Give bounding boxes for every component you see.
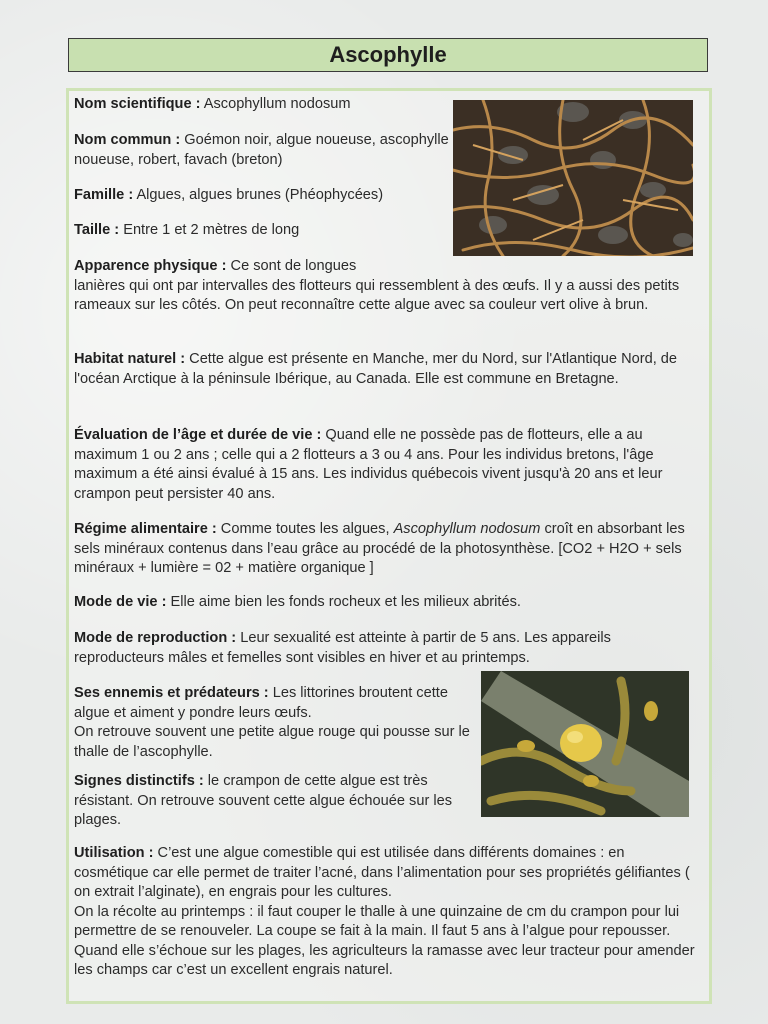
section-mode-vie bbox=[74, 593, 699, 613]
section-taille bbox=[74, 221, 449, 241]
text-habitat: Cette algue est présente en Manche, mer du Nord, sur l'Atlantique Nord, de l'océan Arctique à la péninsule Ibérique, au Canada. Elle est commune en Bretagne. bbox=[74, 351, 678, 387]
text-mode-vie: Elle aime bien les fonds rocheux et les milieux abrités. bbox=[166, 594, 521, 610]
section-nom-commun bbox=[74, 131, 449, 170]
text-reproduction: Leur sexualité est atteinte à partir de 5 ans. Les appareils reproducteurs mâles et femelles sont visibles en hiver et au printemps. bbox=[74, 630, 611, 666]
text-regime-after: croît en absorbant les sels minéraux contenus dans l’eau grâce au procédé de la photosynthèse. [CO2 + H2O + sels minéraux + lumière = 02 + matière organique ] bbox=[74, 521, 685, 576]
seaweed-photo bbox=[453, 100, 693, 256]
text-utilisation-2: On la récolte au printemps : il faut couper le thalle à une quinzaine de cm du crampon pour lui permettre de se renouveler. La coupe se fait à la main. Il faut 5 ans à l’algue pour repousser. bbox=[74, 903, 680, 939]
text-ennemis-2: On retrouve souvent une petite algue rouge qui pousse sur le thalle de l’ascophylle. bbox=[74, 724, 470, 760]
label-nom-scientifique: Nom scientifique : bbox=[74, 96, 201, 112]
label-evaluation: Évaluation de l’âge et durée de vie : bbox=[74, 427, 322, 443]
section-habitat bbox=[74, 350, 699, 389]
text-evaluation: Quand elle ne possède pas de flotteurs, elle a au maximum 1 ou 2 ans ; celle qui a 2 flotteurs a 3 ou 4 ans. Pour les individus bretons, l'âge maximum a été ainsi évalué à 15 ans. Les individus québecois vivent jusqu'à 20 ans et leur crampon peut persister 40 ans. bbox=[74, 427, 663, 502]
label-nom-commun: Nom commun : bbox=[74, 132, 181, 148]
littorine-photo bbox=[481, 671, 689, 817]
label-reproduction: Mode de reproduction : bbox=[74, 630, 237, 646]
text-regime-italic: Ascophyllum nodosum bbox=[393, 521, 541, 537]
text-apparence-1: Ce sont de longues bbox=[226, 258, 357, 274]
label-regime: Régime alimentaire : bbox=[74, 521, 217, 537]
text-nom-scientifique: Ascophyllum nodosum bbox=[200, 96, 351, 112]
section-signes bbox=[74, 772, 476, 831]
label-signes: Signes distinctifs : bbox=[74, 773, 204, 789]
page-title-bar bbox=[68, 38, 708, 72]
section-utilisation bbox=[74, 844, 699, 981]
text-famille: Algues, algues brunes (Phéophycées) bbox=[133, 187, 384, 203]
label-utilisation: Utilisation : bbox=[74, 845, 154, 861]
section-evaluation bbox=[74, 426, 699, 504]
text-taille: Entre 1 et 2 mètres de long bbox=[119, 222, 300, 238]
label-taille: Taille : bbox=[74, 222, 120, 238]
label-famille: Famille : bbox=[74, 187, 134, 203]
text-regime-before: Comme toutes les algues, bbox=[216, 521, 394, 537]
text-signes: le crampon de cette algue est très résistant. On retrouve souvent cette algue échouée sur les plages. bbox=[74, 773, 453, 828]
label-apparence: Apparence physique : bbox=[74, 258, 227, 274]
section-famille bbox=[74, 186, 449, 206]
label-habitat: Habitat naturel : bbox=[74, 351, 186, 367]
section-reproduction bbox=[74, 629, 699, 668]
section-apparence bbox=[74, 257, 699, 316]
text-apparence-2: lanières qui ont par intervalles des flotteurs qui ressemblent à des œufs. Il y a aussi des petits rameaux sur les côtés. On peut reconnaître cette algue avec sa couleur vert olive à brun. bbox=[74, 277, 680, 313]
text-utilisation-3: Quand elle s’échoue sur les plages, les agriculteurs la ramasse avec leur tracteur pour amender les champs car c’est un excellent engrais naturel. bbox=[74, 942, 695, 978]
section-nom-scientifique bbox=[74, 95, 449, 115]
text-utilisation-1: C’est une algue comestible qui est utilisée dans différents domaines : en cosmétique car elle permet de traiter l’acné, dans l’alimentation pour ses propriétés gélifiantes ( on extrait l’alginate), en engrais pour les cultures. bbox=[74, 845, 690, 900]
label-mode-vie: Mode de vie : bbox=[74, 594, 167, 610]
label-ennemis: Ses ennemis et prédateurs : bbox=[74, 685, 269, 701]
section-regime bbox=[74, 520, 699, 579]
section-ennemis bbox=[74, 684, 476, 762]
text-nom-commun: Goémon noir, algue noueuse, ascophylle noueuse, robert, favach (breton) bbox=[74, 132, 449, 168]
page-title: Ascophylle bbox=[329, 42, 447, 67]
text-ennemis-1: Les littorines broutent cette algue et aiment y pondre leurs œufs. bbox=[74, 685, 448, 721]
